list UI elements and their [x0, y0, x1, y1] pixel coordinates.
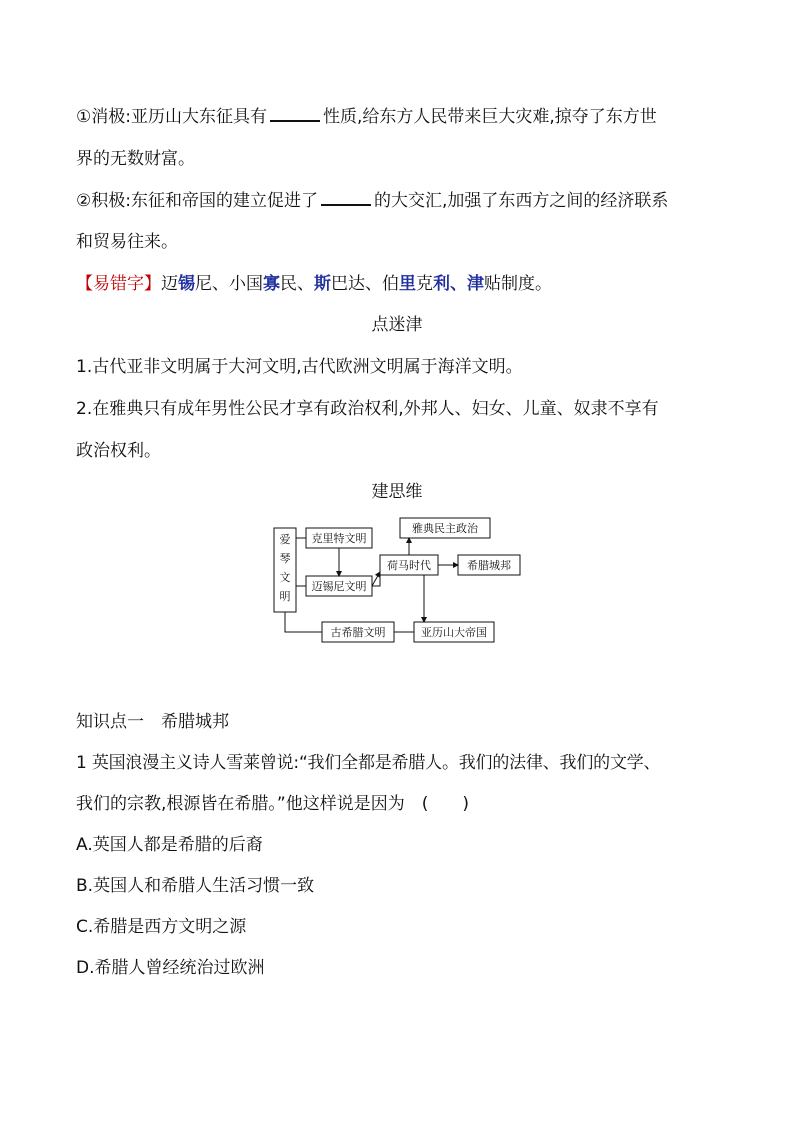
- typo-seg: 克: [416, 274, 433, 294]
- tip-item-1: 1.古代亚非文明属于大河文明,古代欧洲文明属于海洋文明。: [76, 357, 523, 377]
- option-d: D.希腊人曾经统治过欧洲: [76, 958, 265, 978]
- typo-seg: 民、: [280, 274, 314, 294]
- edge-aegean-greece: [285, 612, 322, 632]
- positive-effect-line-1: [76, 190, 668, 212]
- typo-highlight: 寡: [263, 274, 280, 294]
- typo-seg: 贴制度。: [484, 274, 552, 294]
- node-polis: 希腊城邦: [467, 559, 511, 572]
- negative-effect-line-2: 界的无数财富。: [76, 149, 195, 169]
- knowledge-heading: 知识点一 希腊城邦: [76, 712, 229, 732]
- typo-highlight: 锡: [178, 274, 195, 294]
- option-c: C.希腊是西方文明之源: [76, 917, 247, 937]
- node-mycenae: 迈锡尼文明: [311, 580, 367, 593]
- typo-highlight: 里: [399, 274, 416, 294]
- mindmap-title: 建思维: [371, 482, 423, 502]
- tip-item-2-line-1: 2.在雅典只有成年男性公民才享有政治权利,外邦人、妇女、儿童、奴隶不享有: [76, 399, 659, 419]
- negative-effect-line-1: [76, 106, 657, 128]
- node-homer: 荷马时代: [387, 559, 431, 572]
- option-b: B.英国人和希腊人生活习惯一致: [76, 876, 315, 896]
- node-aegean-char: 爱: [279, 533, 291, 546]
- typo-highlight: 利: [433, 274, 450, 294]
- node-greece: 古希腊文明: [330, 626, 386, 639]
- positive-effect-text-cont: 的大交汇,加强了东西方之间的经济联系: [373, 191, 669, 211]
- typo-label: 【易错字】: [76, 274, 161, 294]
- answer-blank: [270, 106, 320, 122]
- answer-blank: [321, 190, 371, 206]
- negative-effect-text: ①消极:亚历山大东征具有: [76, 107, 267, 127]
- positive-effect-line-2: 和贸易往来。: [76, 232, 178, 252]
- node-crete: 克里特文明: [311, 532, 367, 545]
- typo-highlight: 津: [467, 274, 484, 294]
- edge-mycenae-homer-a: [372, 565, 380, 586]
- node-aegean-char: 文: [279, 571, 291, 584]
- tips-title: 点迷津: [371, 315, 423, 335]
- positive-effect-text: ②积极:东征和帝国的建立促进了: [76, 191, 318, 211]
- mindmap-diagram: [0, 512, 794, 652]
- node-alexander: 亚历山大帝国: [421, 626, 487, 639]
- option-a: A.英国人都是希腊的后裔: [76, 835, 263, 855]
- tip-item-2-line-2: 政治权利。: [76, 441, 161, 461]
- question-line-1: 1 英国浪漫主义诗人雪莱曾说:“我们全都是希腊人。我们的法律、我们的文学、: [76, 753, 661, 773]
- typo-seg: 巴达、伯: [331, 274, 399, 294]
- node-aegean-char: 明: [279, 590, 291, 603]
- node-aegean-char: 琴: [279, 552, 291, 565]
- question-line-2: 我们的宗教,根源皆在希腊。”他这样说是因为 ( ): [76, 794, 469, 814]
- typo-highlight: 、: [450, 274, 467, 294]
- typo-seg: 迈: [161, 274, 178, 294]
- edge-mycenae-homer: [372, 572, 380, 586]
- typo-seg: 尼、小国: [195, 274, 263, 294]
- typo-highlight: 斯: [314, 274, 331, 294]
- node-athens: 雅典民主政治: [412, 522, 478, 535]
- typo-note: [76, 273, 552, 295]
- negative-effect-text-cont: 性质,给东方人民带来巨大灾难,掠夺了东方世: [322, 107, 657, 127]
